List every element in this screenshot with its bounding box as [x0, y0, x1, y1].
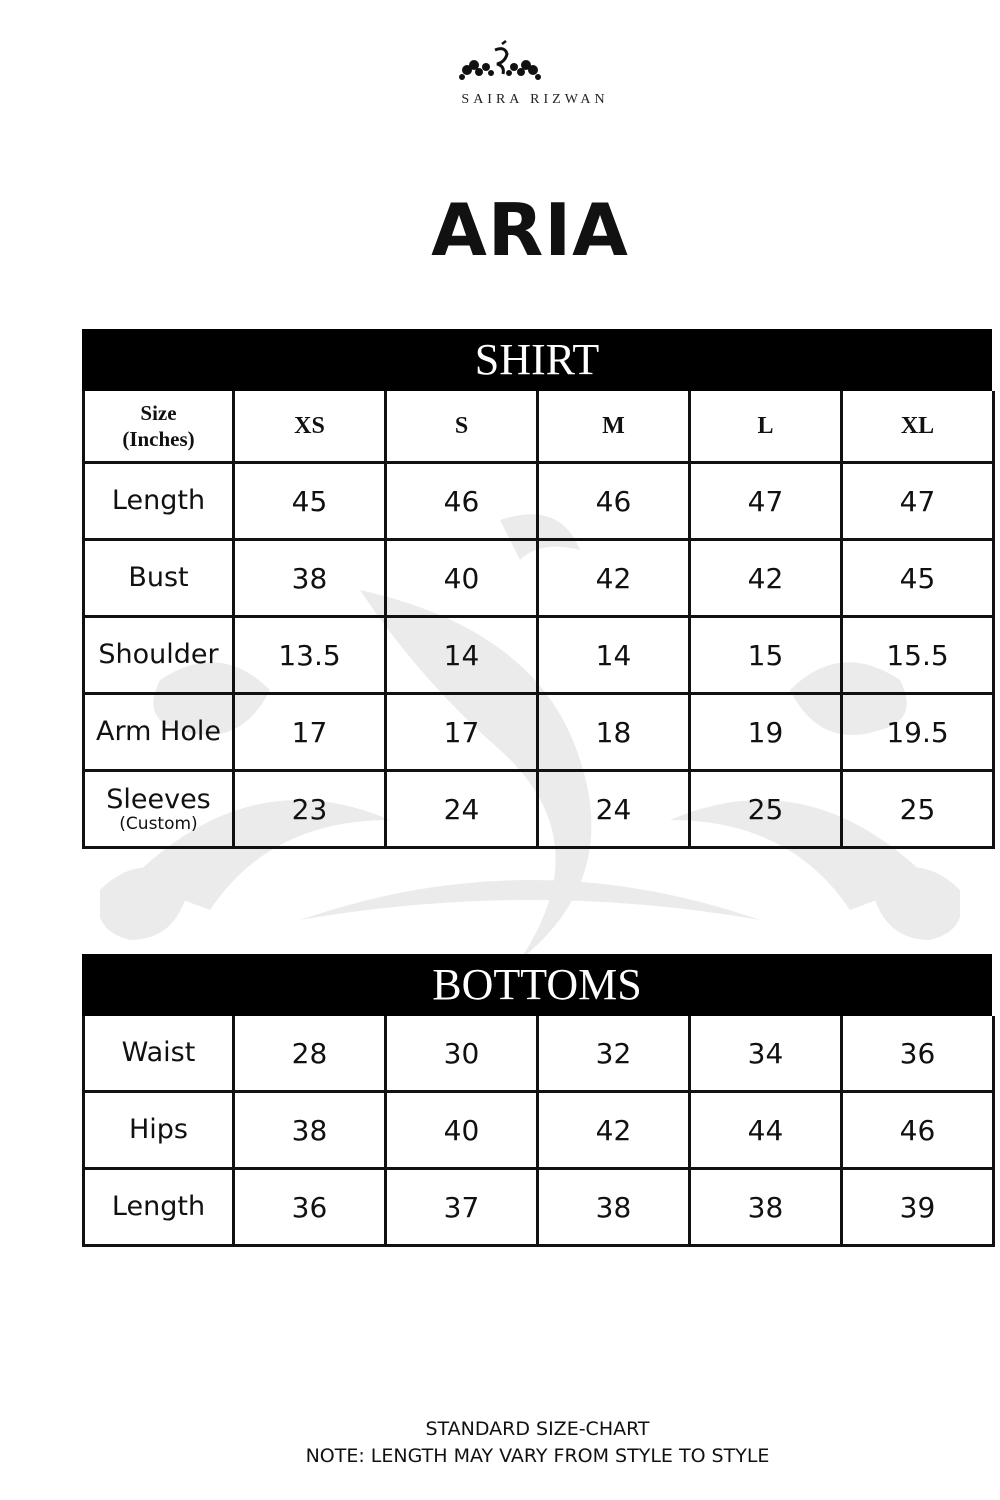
table-cell: 38	[691, 1170, 843, 1247]
size-header-xs: XS	[235, 391, 387, 464]
row-label-sleeves	[85, 772, 235, 849]
page-title: ARIA	[431, 188, 629, 272]
table-cell: 42	[691, 541, 843, 618]
table-cell: 13.5	[235, 618, 387, 695]
table-cell: 25	[691, 772, 843, 849]
table-cell: 45	[235, 464, 387, 541]
row-label-bust: Bust	[85, 541, 235, 618]
table-cell: 19.5	[843, 695, 995, 772]
table-cell: 28	[235, 1016, 387, 1093]
table-cell: 40	[387, 541, 539, 618]
table-cell: 42	[539, 541, 691, 618]
table-cell: 37	[387, 1170, 539, 1247]
size-header-l: L	[691, 391, 843, 464]
table-cell: 36	[843, 1016, 995, 1093]
table-cell: 34	[691, 1016, 843, 1093]
size-header-s: S	[387, 391, 539, 464]
table-cell: 17	[387, 695, 539, 772]
row-label-length: Length	[85, 1170, 235, 1247]
size-header-m: M	[539, 391, 691, 464]
brand-logo	[0, 40, 1000, 108]
bottoms-heading: BOTTOMS	[82, 954, 992, 1016]
table-cell: 25	[843, 772, 995, 849]
table-cell: 38	[235, 541, 387, 618]
table-cell: 15	[691, 618, 843, 695]
table-cell: 15.5	[843, 618, 995, 695]
table-cell: 46	[843, 1093, 995, 1170]
table-cell: 39	[843, 1170, 995, 1247]
table-cell: 32	[539, 1016, 691, 1093]
table-cell: 38	[235, 1093, 387, 1170]
row-label-shoulder: Shoulder	[85, 618, 235, 695]
table-cell: 46	[387, 464, 539, 541]
table-cell: 24	[539, 772, 691, 849]
table-cell: 19	[691, 695, 843, 772]
row-label-hips: Hips	[85, 1093, 235, 1170]
size-inches-header	[85, 391, 235, 464]
length-note: NOTE: LENGTH MAY VARY FROM STYLE TO STYLE	[305, 1445, 770, 1467]
shirt-heading: SHIRT	[82, 329, 992, 391]
table-cell: 24	[387, 772, 539, 849]
table-cell: 14	[387, 618, 539, 695]
size-label: Size	[140, 400, 177, 425]
brand-name: SAIRA RIZWAN	[461, 92, 609, 107]
table-cell: 18	[539, 695, 691, 772]
table-cell: 36	[235, 1170, 387, 1247]
footer-note	[0, 1416, 1000, 1470]
bottoms-size-table	[82, 954, 992, 1247]
row-label-length: Length	[85, 464, 235, 541]
sleeves-custom-note: (Custom)	[119, 813, 198, 834]
size-header-xl: XL	[843, 391, 995, 464]
table-cell: 47	[691, 464, 843, 541]
standard-size-chart-label: STANDARD SIZE-CHART	[425, 1418, 650, 1440]
table-cell: 42	[539, 1093, 691, 1170]
table-cell: 45	[843, 541, 995, 618]
table-cell: 38	[539, 1170, 691, 1247]
table-cell: 40	[387, 1093, 539, 1170]
table-cell: 30	[387, 1016, 539, 1093]
table-cell: 14	[539, 618, 691, 695]
shirt-size-table	[82, 329, 992, 849]
sleeves-label: Sleeves	[106, 783, 211, 815]
row-label-waist: Waist	[85, 1016, 235, 1093]
row-label-arm-hole: Arm Hole	[85, 695, 235, 772]
table-cell: 44	[691, 1093, 843, 1170]
table-cell: 17	[235, 695, 387, 772]
floral-logo-icon	[455, 40, 545, 86]
inches-label: (Inches)	[122, 427, 195, 451]
table-cell: 46	[539, 464, 691, 541]
table-cell: 23	[235, 772, 387, 849]
table-cell: 47	[843, 464, 995, 541]
